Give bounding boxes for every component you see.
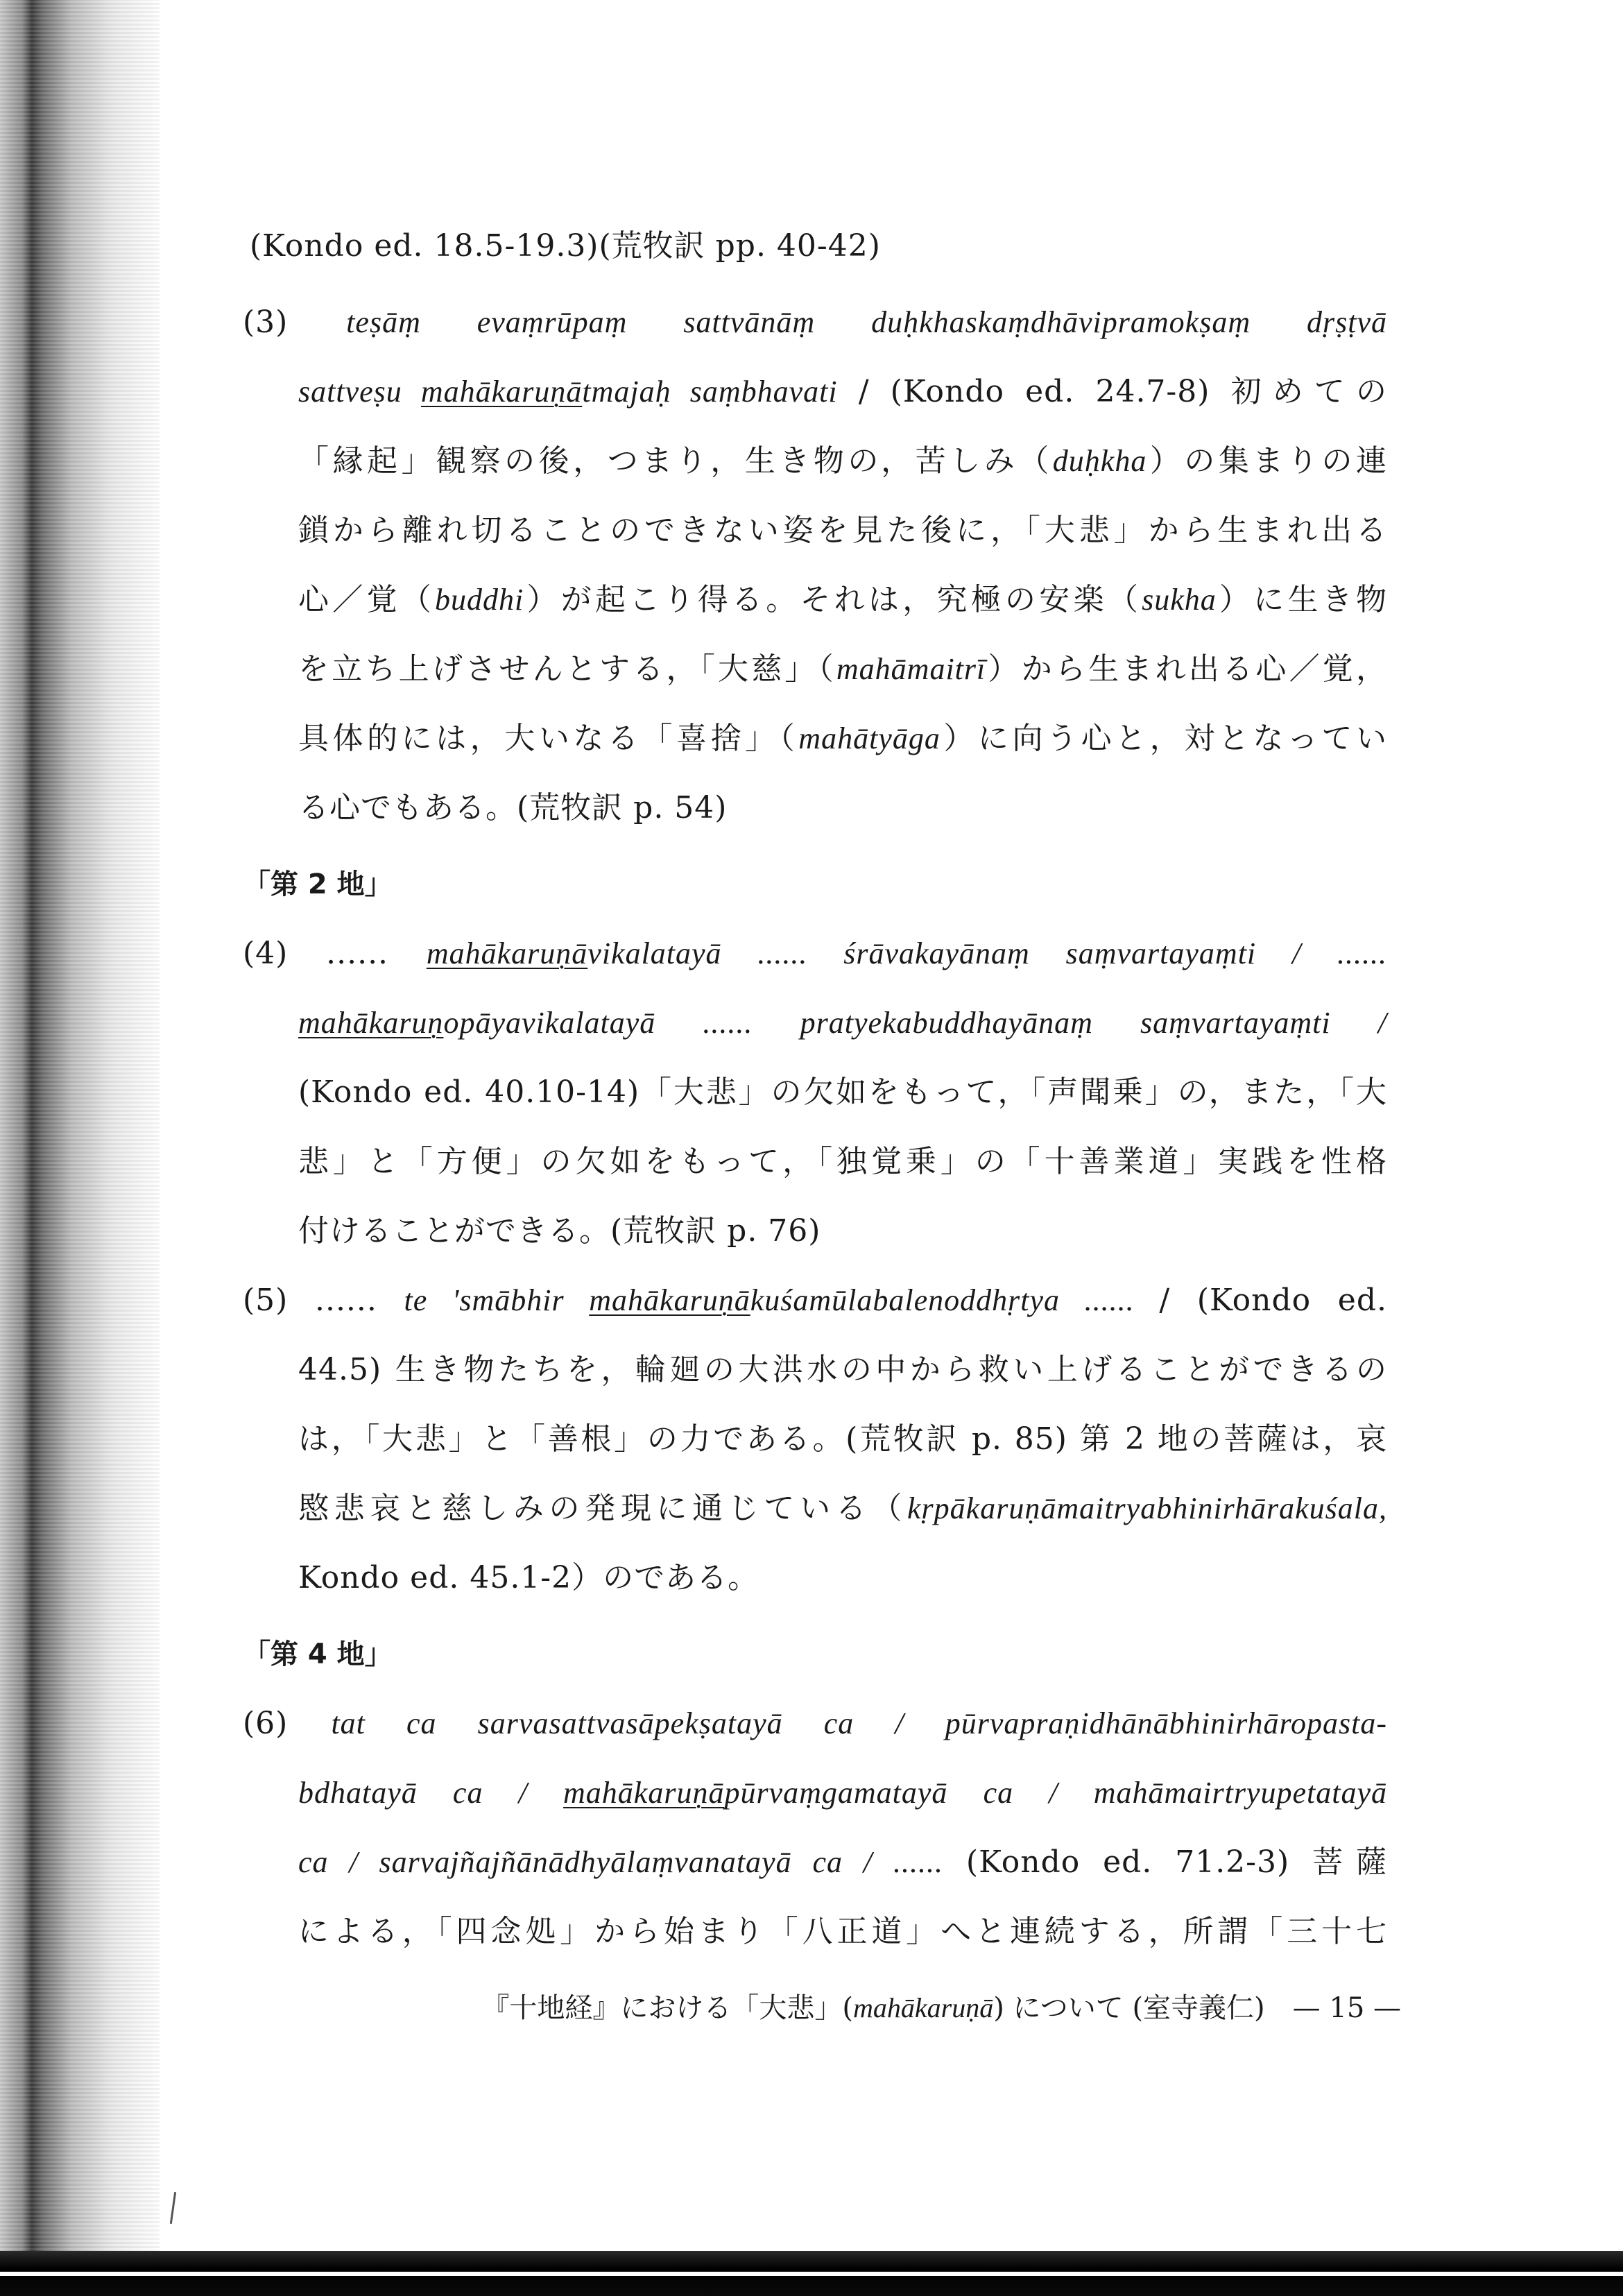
footer-term: mahākaruṇā xyxy=(853,1992,994,2023)
footer-title: 『十地経』における「大悲」( xyxy=(481,1992,853,2024)
japanese-text: ）から生まれ出る心／覚， xyxy=(986,651,1388,687)
scan-edge-highlight xyxy=(0,2272,1623,2276)
sanskrit-text: sattveṣu xyxy=(298,375,421,409)
text-line-4 xyxy=(298,440,1387,482)
japanese-text: 「縁起」観察の後，つまり，生き物の，苦しみ（ xyxy=(298,443,1053,479)
japanese-text: Kondo ed. 45.1-2）のである。 xyxy=(298,1560,759,1595)
citation-text: / (Kondo ed. 24.7-8) 初めての xyxy=(837,374,1387,409)
text-line-15 xyxy=(243,1280,1387,1321)
scan-edge-strip xyxy=(0,2251,1623,2296)
sanskrit-text: kuśamūlabalenoddhṛtya ...... xyxy=(750,1283,1160,1317)
japanese-text: 付けることができる。(荒牧訳 p. 76) xyxy=(298,1213,821,1249)
item-number: (4) ...... xyxy=(243,936,427,971)
item-number: (5) ...... xyxy=(243,1283,404,1318)
underlined-term: mahākaruṇā xyxy=(426,936,588,970)
japanese-text: ）の集まりの連 xyxy=(1147,443,1388,479)
japanese-text: 44.5) 生き物たちを，輪廻の大洪水の中から救い上げることができるの xyxy=(298,1352,1387,1387)
text-line-18 xyxy=(298,1488,1387,1530)
japanese-text: ）に向う心と，対となってい xyxy=(940,721,1388,756)
sanskrit-text: vikalatayā ...... śrāvakayānaṃ saṃvartayaṃti / ...... xyxy=(587,936,1388,970)
underlined-term: mahākaruṇ xyxy=(298,1006,444,1040)
japanese-text: による，「四念処」から始まり「八正道」へと連続する，所謂「三十七 xyxy=(298,1914,1387,1949)
text-line-1 xyxy=(250,225,881,267)
footer-author-page: ) について (室寺義仁) — 15 — xyxy=(993,1992,1401,2024)
sanskrit-text: ca / sarvajñajñānādhyālaṃvanatayā ca / ...... xyxy=(298,1845,944,1879)
japanese-text: 心／覚（ xyxy=(298,582,436,617)
text-line-7 xyxy=(298,649,1387,690)
sanskrit-term: sukha xyxy=(1142,583,1217,617)
text-line-11 xyxy=(298,1002,1387,1044)
text-line-21 xyxy=(298,1772,1387,1814)
sanskrit-text: tmajaḥ saṃbhavati xyxy=(582,375,838,409)
citation-text: / (Kondo ed. xyxy=(1159,1283,1387,1318)
sanskrit-term: mahātyāga xyxy=(798,721,941,755)
japanese-text: 悲」と「方便」の欠如をもって，「独覚乗」の「十善業道」実践を性格 xyxy=(298,1144,1387,1179)
citation-text: (Kondo ed. 18.5-19.3)(荒牧訳 pp. 40-42) xyxy=(250,228,881,264)
text-line-19 xyxy=(298,1557,759,1599)
japanese-text: を立ち上げさせんとする，「大慈」（ xyxy=(298,651,836,687)
text-line-6 xyxy=(298,579,1387,621)
text-line-10 xyxy=(243,933,1387,975)
sanskrit-term: buddhi xyxy=(435,583,524,617)
text-line-5 xyxy=(298,510,1387,551)
text-line-3 xyxy=(298,371,1387,413)
sanskrit-term: kṛpākaruṇāmaitryabhinirhārakuśala, xyxy=(907,1491,1387,1525)
text-line-17 xyxy=(298,1419,1387,1460)
underlined-term: mahākaruṇā xyxy=(420,375,583,409)
text-line-9 xyxy=(298,787,727,829)
sanskrit-text: tat ca sarvasattvasāpekṣatayā ca / pūrvapraṇidhānābhinirhāropasta- xyxy=(331,1706,1387,1740)
citation-text: (Kondo ed. 71.2-3) 菩薩 xyxy=(943,1844,1387,1880)
japanese-text: (Kondo ed. 40.10-14)「大悲」の欠如をもって，「声聞乗」の，また，「大 xyxy=(298,1074,1387,1110)
text-line-8 xyxy=(298,718,1387,760)
text-line-23 xyxy=(298,1911,1387,1953)
sanskrit-text: opāyavikalatayā ...... pratyekabuddhayānaṃ saṃvartayaṃti / xyxy=(443,1006,1387,1040)
sanskrit-text: teṣāṃ evaṃrūpaṃ sattvānāṃ duḥkhaskaṃdhāvipramokṣaṃ dṛṣṭvā xyxy=(346,305,1387,339)
sanskrit-term: mahāmaitrī xyxy=(836,652,986,686)
japanese-text: る心でもある。(荒牧訳 p. 54) xyxy=(298,790,728,825)
underlined-term: mahākaruṇā xyxy=(589,1283,750,1317)
scan-mark xyxy=(170,2192,176,2224)
japanese-text: は，「大悲」と「善根」の力である。(荒牧訳 p. 85) 第 2 地の菩薩は，哀 xyxy=(298,1421,1387,1457)
text-line-16 xyxy=(298,1349,1387,1391)
text-line-22 xyxy=(298,1842,1387,1883)
item-number: (3) xyxy=(243,305,347,340)
japanese-text: ）が起こり得る。それは，究極の安楽（ xyxy=(524,582,1142,617)
japanese-text: ）に生き物 xyxy=(1216,582,1388,617)
text-line-12 xyxy=(298,1072,1387,1113)
item-number: (6) xyxy=(243,1706,332,1741)
text-line-13 xyxy=(298,1141,1387,1183)
section-heading-2: 「第 2 地」 xyxy=(243,868,393,900)
text-line-2 xyxy=(243,302,1387,343)
book-spine-shadow xyxy=(0,0,160,2296)
japanese-text: 鎖から離れ切ることのできない姿を見た後に，「大悲」から生まれ出る xyxy=(298,513,1387,548)
page-footer xyxy=(402,1987,1401,2029)
text-line-14 xyxy=(298,1210,821,1252)
sanskrit-text: pūrvaṃgamatayā ca / mahāmairtryupetatayā xyxy=(724,1776,1387,1810)
japanese-text: 愍悲哀と慈しみの発現に通じている（ xyxy=(298,1491,908,1526)
sanskrit-term: duḥkha xyxy=(1052,444,1147,478)
japanese-text: 具体的には，大いなる「喜捨」（ xyxy=(298,721,799,756)
sanskrit-text: bdhatayā ca / xyxy=(298,1776,564,1810)
section-heading-4: 「第 4 地」 xyxy=(243,1638,393,1670)
underlined-term: mahākaruṇā xyxy=(563,1776,725,1810)
sanskrit-text: te 'smābhir xyxy=(404,1283,590,1317)
text-line-20 xyxy=(243,1703,1387,1745)
